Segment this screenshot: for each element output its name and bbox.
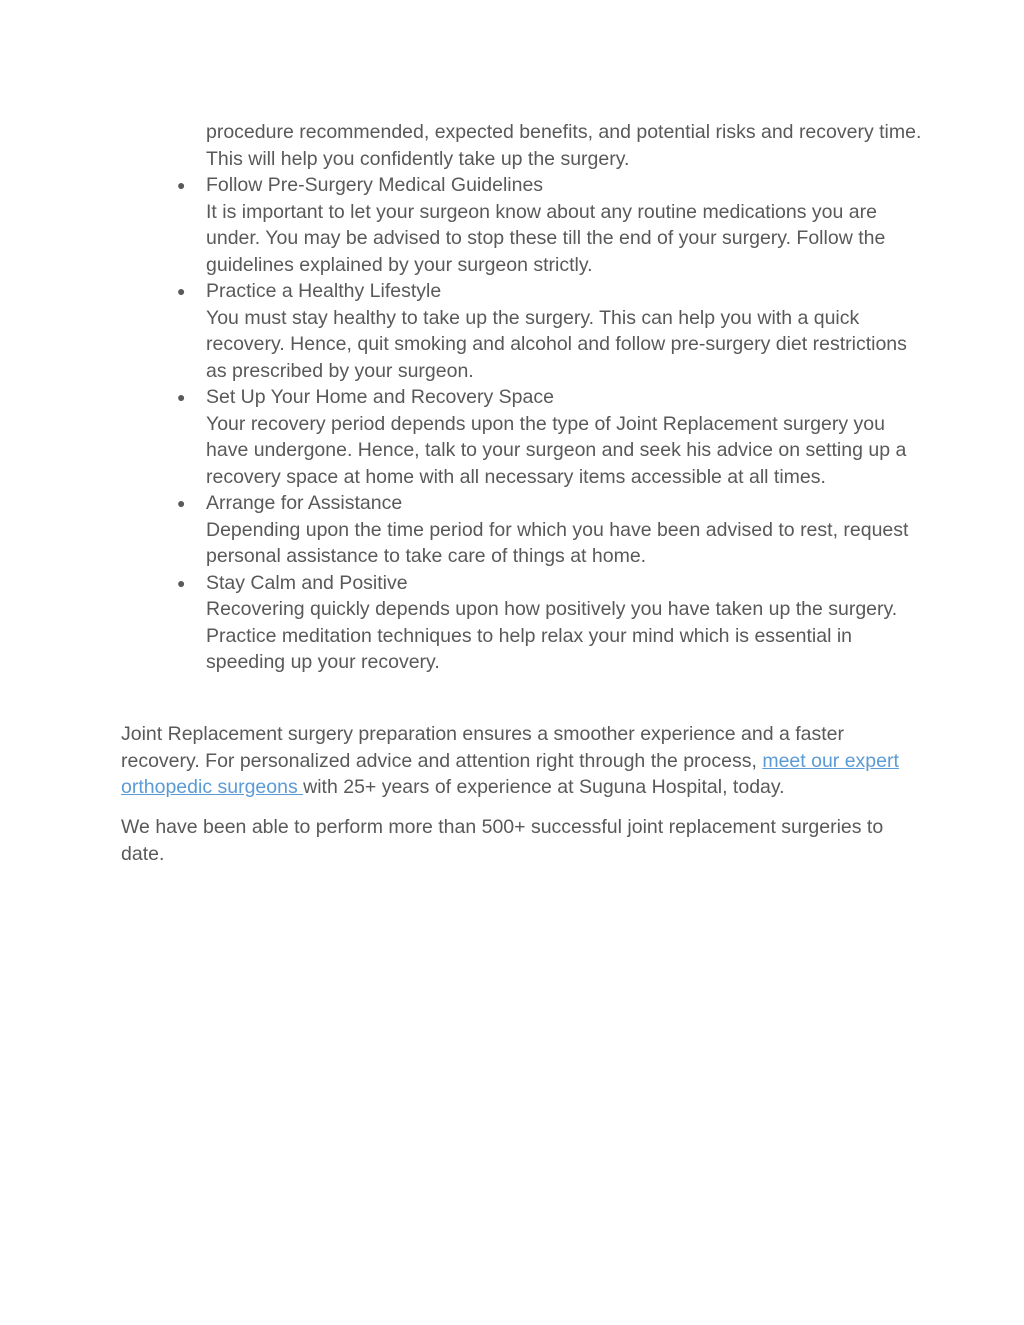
list-item-heading: Follow Pre-Surgery Medical Guidelines	[206, 174, 544, 196]
list-item-heading: Set Up Your Home and Recovery Space	[206, 386, 554, 408]
surgeries-count-paragraph: We have been able to perform more than 500+ successful joint replacement surgeries to date.	[121, 816, 884, 865]
list-item-heading: Practice a Healthy Lifestyle	[206, 280, 442, 302]
closing-paragraph-text: Joint Replacement surgery preparation ensures a smoother experience and a faster recovery. For personalized advice and attention right through the process,	[121, 723, 844, 772]
list-item-heading: Stay Calm and Positive	[206, 571, 408, 594]
bullet-icon: ●	[177, 574, 186, 591]
continuation-text: procedure recommended, expected benefits, and potential risks and recovery time. This will help you confidently take up the surgery.	[206, 121, 922, 170]
bullet-icon: ●	[177, 389, 186, 405]
bullet-icon: ●	[177, 495, 186, 511]
list-item-body: Depending upon the time period for which you have been advised to rest, request personal assistance to take care of things at home.	[206, 518, 909, 567]
list-item-heading: Arrange for Assistance	[206, 492, 403, 514]
bullet-icon: ●	[177, 177, 186, 193]
bullet-icon: ●	[177, 283, 186, 299]
closing-paragraph-tail: with 25+ years of experience at Suguna Hospital, today.	[303, 776, 785, 798]
meet-surgeons-link[interactable]: meet our expert orthopedic surgeons	[121, 749, 899, 798]
closing-paragraph	[121, 721, 911, 801]
list-item	[177, 172, 926, 278]
list-item	[177, 384, 926, 490]
list-item	[177, 570, 926, 676]
list-item-body: Recovering quickly depends upon how positively you have taken up the surgery. Practice meditation techniques to help relax your mind which is essential in speeding up your recovery.	[206, 598, 898, 673]
list-item-body: You must stay healthy to take up the surgery. This can help you with a quick recovery. Hence, quit smoking and alcohol and follow pre-surgery diet restrictions as prescribed by your surgeon.	[206, 306, 907, 382]
list-item	[177, 278, 926, 384]
list-item-body: Your recovery period depends upon the type of Joint Replacement surgery you have undergone. Hence, talk to your surgeon and seek his advice on setting up a recovery space at home with all necessary items accessible at all times.	[206, 412, 907, 488]
list-item-body: It is important to let your surgeon know about any routine medications you are under. You may be advised to stop these till the end of your surgery. Follow the guidelines explained by your surgeon strictly.	[206, 200, 886, 276]
preparation-tips-list	[177, 172, 926, 676]
list-item	[177, 490, 926, 570]
